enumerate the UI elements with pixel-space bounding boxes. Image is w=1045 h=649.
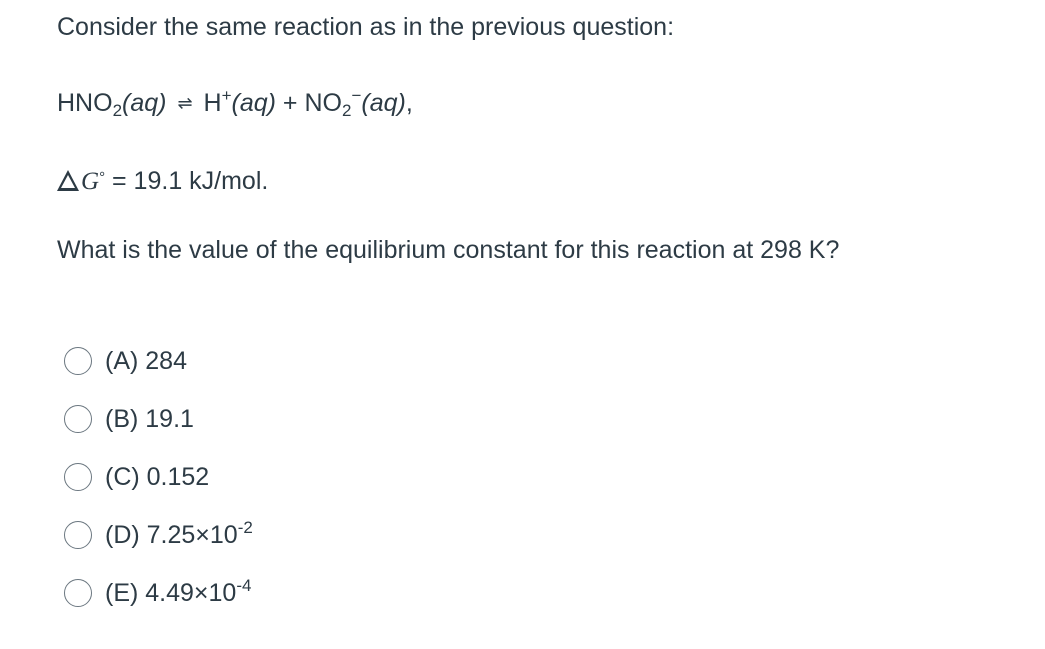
chemical-equation	[57, 88, 413, 118]
choice-e[interactable]	[64, 576, 251, 610]
choice-b[interactable]	[64, 402, 194, 436]
radio-button[interactable]	[64, 463, 92, 491]
equation-trailing-comma: ,	[405, 89, 413, 117]
choice-label[interactable]: (C) 0.152	[105, 463, 210, 491]
product2-charge: −	[351, 86, 362, 105]
reactant-formula: HNO	[57, 89, 113, 117]
standard-degree: °	[99, 169, 106, 186]
product2-formula: NO	[304, 89, 342, 117]
delta-g-value: = 19.1 kJ/mol.	[112, 167, 269, 195]
choice-c[interactable]	[64, 460, 209, 494]
radio-button[interactable]	[64, 521, 92, 549]
radio-button[interactable]	[64, 347, 92, 375]
radio-button[interactable]	[64, 579, 92, 607]
product2-subscript: 2	[341, 101, 352, 120]
plus-sign: +	[282, 89, 298, 117]
reactant-state: (aq)	[122, 89, 167, 117]
equilibrium-arrow-icon: ⇌	[177, 93, 193, 113]
product1-charge: +	[221, 86, 232, 105]
reactant-subscript: 2	[112, 101, 123, 120]
choice-label[interactable]: (A) 284	[105, 347, 187, 375]
radio-button[interactable]	[64, 405, 92, 433]
product1-formula: H	[203, 89, 222, 117]
delta-icon	[57, 170, 79, 191]
choice-a[interactable]	[64, 344, 187, 378]
choice-d[interactable]	[64, 518, 253, 552]
gibbs-symbol: G	[81, 168, 100, 195]
choice-label[interactable]: (D) $7.25\times 10^{-2}$	[105, 518, 253, 549]
choice-label[interactable]: (E) $4.49\times 10^{-4}$	[105, 576, 252, 607]
product1-state: (aq)	[231, 89, 276, 117]
choice-label[interactable]: (B) 19.1	[105, 405, 194, 433]
question-prompt: What is the value of the equilibrium constant for this reaction at 298 K?	[57, 236, 840, 264]
product2-state: (aq)	[361, 89, 406, 117]
delta-g-line	[57, 166, 268, 197]
question-intro: Consider the same reaction as in the previous question:	[57, 13, 675, 41]
